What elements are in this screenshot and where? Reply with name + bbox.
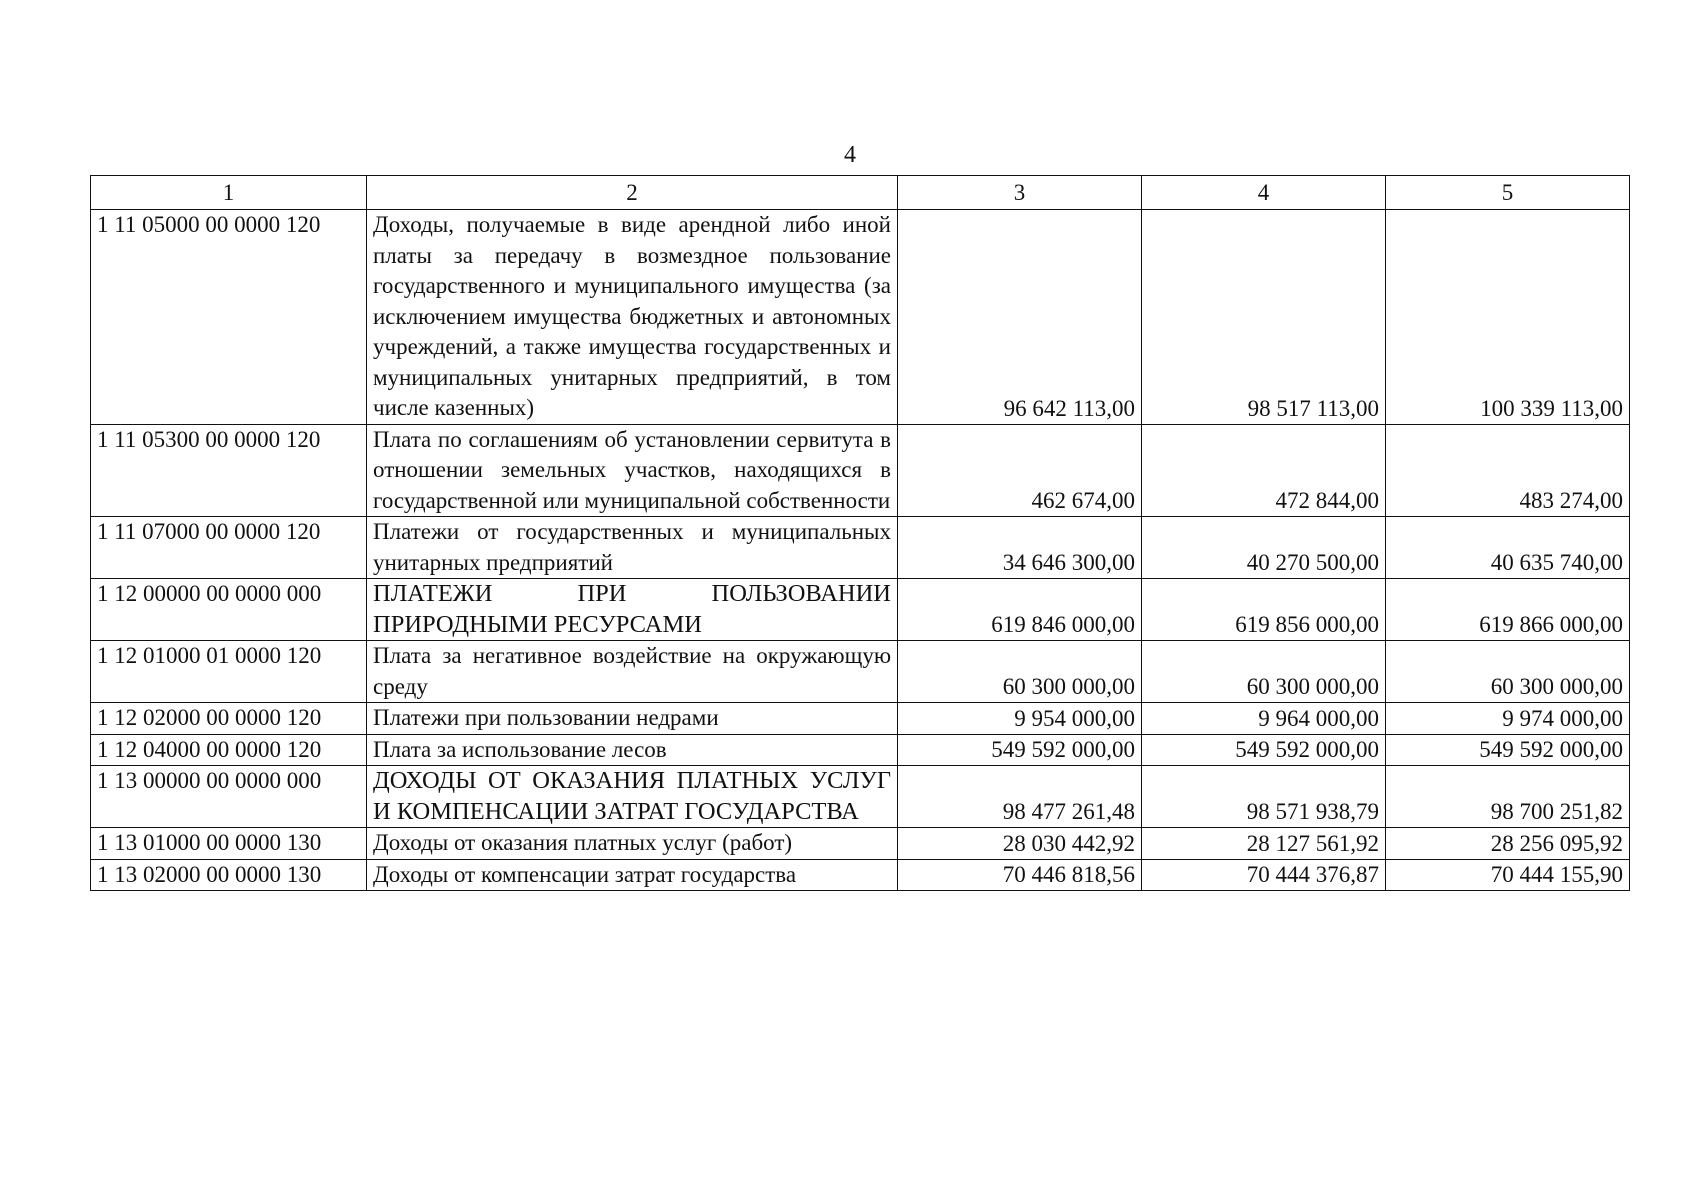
page-number: 4 [844, 142, 856, 168]
amount-col3: 60 300 000,00 [898, 641, 1142, 703]
amount-col3: 619 846 000,00 [898, 579, 1142, 641]
revenue-table [90, 175, 1630, 891]
revenue-name: Доходы от оказания платных услуг (работ) [367, 828, 898, 860]
budget-code: 1 12 04000 00 0000 120 [91, 734, 367, 766]
revenue-name: Плата по соглашениям об установлении сервитута в отношении земельных участков, находящихся в государственной или муниципальной собственности [367, 424, 898, 517]
table-row [91, 734, 1630, 766]
amount-col3: 34 646 300,00 [898, 517, 1142, 579]
header-row [91, 176, 1630, 210]
amount-col4: 28 127 561,92 [1142, 828, 1386, 860]
amount-col4: 98 517 113,00 [1142, 210, 1386, 425]
table-row [91, 641, 1630, 703]
column-header-3: 3 [898, 176, 1142, 210]
revenue-name: Платежи от государственных и муниципальных унитарных предприятий [367, 517, 898, 579]
table-row [91, 579, 1630, 641]
table-row [91, 828, 1630, 860]
column-header-1: 1 [91, 176, 367, 210]
budget-code: 1 13 01000 00 0000 130 [91, 828, 367, 860]
column-header-4: 4 [1142, 176, 1386, 210]
table-row [91, 703, 1630, 735]
amount-col3: 70 446 818,56 [898, 859, 1142, 891]
amount-col3: 9 954 000,00 [898, 703, 1142, 735]
column-header-2: 2 [367, 176, 898, 210]
amount-col4: 472 844,00 [1142, 424, 1386, 517]
amount-col3: 28 030 442,92 [898, 828, 1142, 860]
revenue-name: Плата за использование лесов [367, 734, 898, 766]
amount-col4: 619 856 000,00 [1142, 579, 1386, 641]
budget-code: 1 11 07000 00 0000 120 [91, 517, 367, 579]
column-header-5: 5 [1386, 176, 1630, 210]
amount-col4: 60 300 000,00 [1142, 641, 1386, 703]
table-row [91, 766, 1630, 828]
amount-col5: 28 256 095,92 [1386, 828, 1630, 860]
amount-col5: 9 974 000,00 [1386, 703, 1630, 735]
amount-col4: 40 270 500,00 [1142, 517, 1386, 579]
budget-code: 1 13 02000 00 0000 130 [91, 859, 367, 891]
amount-col4: 98 571 938,79 [1142, 766, 1386, 828]
amount-col5: 60 300 000,00 [1386, 641, 1630, 703]
budget-code: 1 13 00000 00 0000 000 [91, 766, 367, 828]
amount-col5: 40 635 740,00 [1386, 517, 1630, 579]
table-row [91, 859, 1630, 891]
revenue-name: Доходы, получаемые в виде арендной либо иной платы за передачу в возмездное пользование государственного и муниципального имущества (за исключением имущества бюджетных и автономных учреждений, а также имущества государственных и муниципальных унитарных предприятий, в том числе казенных) [367, 210, 898, 425]
revenue-name: Доходы от компенсации затрат государства [367, 859, 898, 891]
amount-col3: 549 592 000,00 [898, 734, 1142, 766]
amount-col4: 9 964 000,00 [1142, 703, 1386, 735]
table-row [91, 424, 1630, 517]
amount-col3: 98 477 261,48 [898, 766, 1142, 828]
amount-col5: 619 866 000,00 [1386, 579, 1630, 641]
budget-code: 1 12 00000 00 0000 000 [91, 579, 367, 641]
amount-col5: 483 274,00 [1386, 424, 1630, 517]
amount-col5: 100 339 113,00 [1386, 210, 1630, 425]
revenue-name: Платежи при пользовании недрами [367, 703, 898, 735]
table-row [91, 517, 1630, 579]
budget-code: 1 12 02000 00 0000 120 [91, 703, 367, 735]
amount-col5: 98 700 251,82 [1386, 766, 1630, 828]
revenue-name: Плата за негативное воздействие на окружающую среду [367, 641, 898, 703]
revenue-name: ДОХОДЫ ОТ ОКАЗАНИЯ ПЛАТНЫХ УСЛУГ И КОМПЕНСАЦИИ ЗАТРАТ ГОСУДАРСТВА [367, 766, 898, 828]
amount-col3: 96 642 113,00 [898, 210, 1142, 425]
revenue-name: ПЛАТЕЖИ ПРИ ПОЛЬЗОВАНИИ ПРИРОДНЫМИ РЕСУРСАМИ [367, 579, 898, 641]
budget-code: 1 11 05000 00 0000 120 [91, 210, 367, 425]
amount-col4: 549 592 000,00 [1142, 734, 1386, 766]
amount-col3: 462 674,00 [898, 424, 1142, 517]
table-row [91, 210, 1630, 425]
amount-col4: 70 444 376,87 [1142, 859, 1386, 891]
amount-col5: 549 592 000,00 [1386, 734, 1630, 766]
budget-code: 1 12 01000 01 0000 120 [91, 641, 367, 703]
budget-code: 1 11 05300 00 0000 120 [91, 424, 367, 517]
amount-col5: 70 444 155,90 [1386, 859, 1630, 891]
